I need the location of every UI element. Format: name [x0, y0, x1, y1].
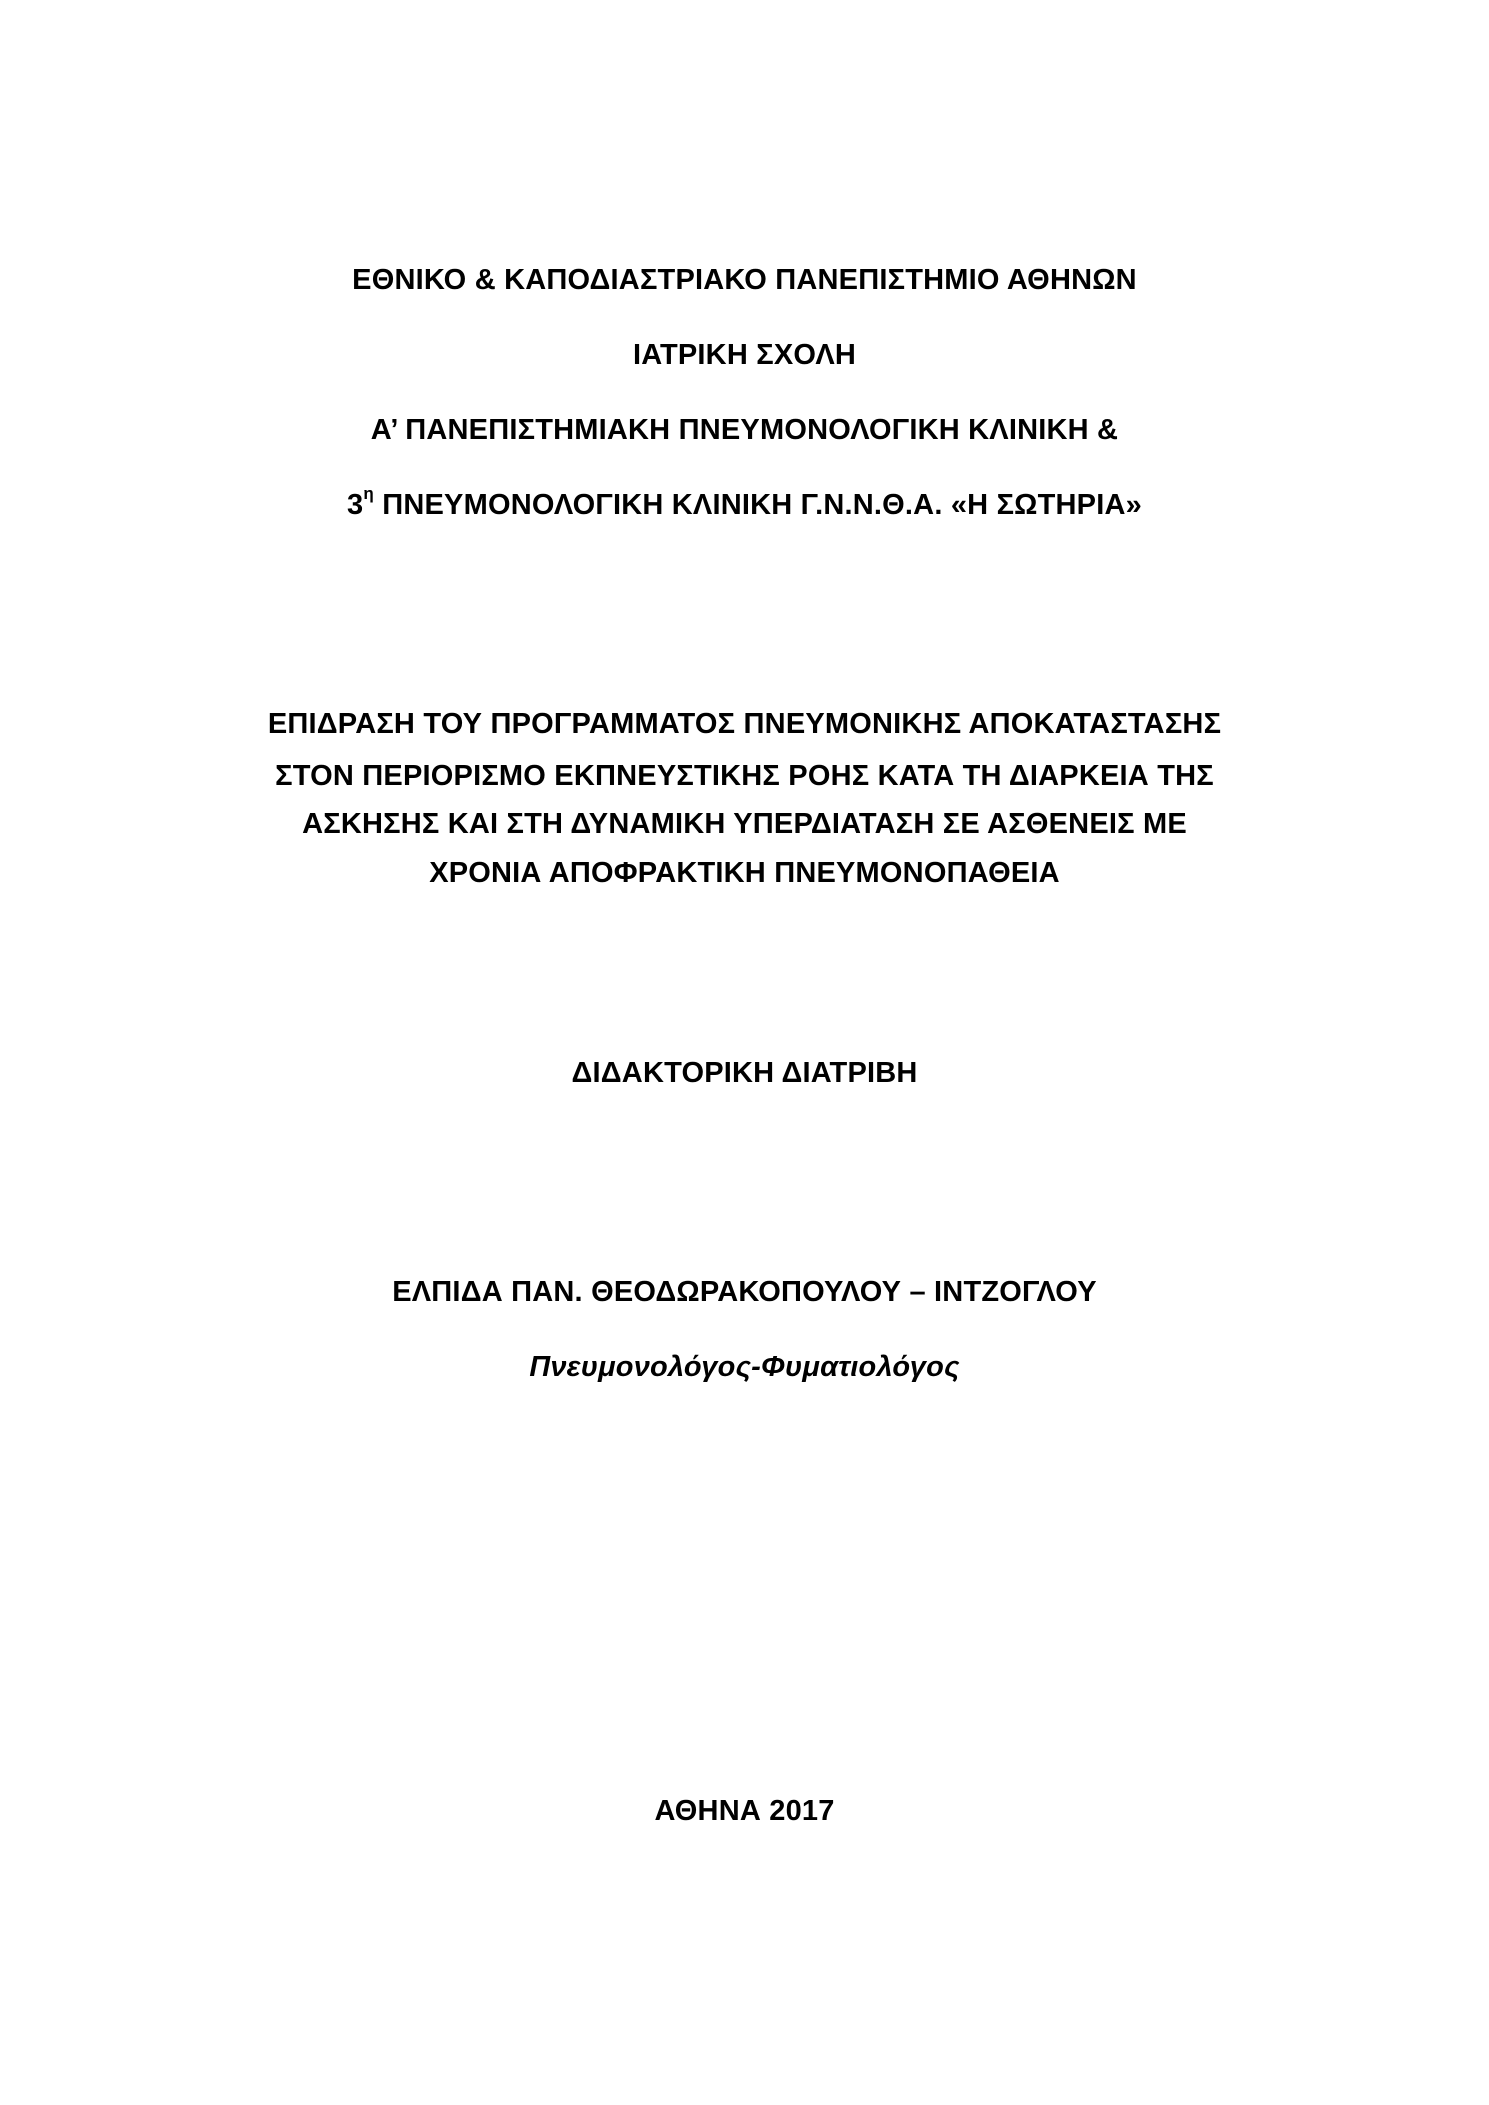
thesis-title-line: ΣΤΟΝ ΠΕΡΙΟΡΙΣΜΟ ΕΚΠΝΕΥΣΤΙΚΗΣ ΡΟΗΣ ΚΑΤΑ ΤΗ ΔΙΑΡΚΕΙΑ ΤΗΣ — [275, 760, 1214, 792]
thesis-title-line: ΧΡΟΝΙΑ ΑΠΟΦΡΑΚΤΙΚΗ ΠΝΕΥΜΟΝΟΠΑΘΕΙΑ — [429, 857, 1060, 889]
clinic-name-2-text: ΠΝΕΥΜΟΝΟΛΟΓΙΚΗ ΚΛΙΝΙΚΗ Γ.Ν.Ν.Θ.Α. «Η ΣΩΤΗΡΙΑ» — [373, 489, 1142, 521]
thesis-title-line: ΑΣΚΗΣΗΣ ΚΑΙ ΣΤΗ ΔΥΝΑΜΙΚΗ ΥΠΕΡΔΙΑΤΑΣΗ ΣΕ ΑΣΘΕΝΕΙΣ ΜΕ — [302, 808, 1187, 840]
author-specialty: Πνευμονολόγος-Φυματιολόγος — [529, 1351, 960, 1383]
clinic-ordinal-superscript: η — [363, 484, 374, 504]
thesis-title-line: ΕΠΙΔΡΑΣΗ ΤΟΥ ΠΡΟΓΡΑΜΜΑΤΟΣ ΠΝΕΥΜΟΝΙΚΗΣ ΑΠΟΚΑΤΑΣΤΑΣΗΣ — [267, 708, 1222, 740]
clinic-name-1: Α’ ΠΑΝΕΠΙΣΤΗΜΙΑΚΗ ΠΝΕΥΜΟΝΟΛΟΓΙΚΗ ΚΛΙΝΙΚΗ & — [370, 414, 1119, 446]
clinic-number: 3 — [347, 489, 364, 521]
document-type: ΔΙΔΑΚΤΟΡΙΚΗ ΔΙΑΤΡΙΒΗ — [571, 1057, 918, 1089]
city-year: ΑΘΗΝΑ 2017 — [654, 1795, 835, 1827]
school-name: ΙΑΤΡΙΚΗ ΣΧΟΛΗ — [632, 339, 857, 371]
university-name: ΕΘΝΙΚΟ & ΚΑΠΟΔΙΑΣΤΡΙΑΚΟ ΠΑΝΕΠΙΣΤΗΜΙΟ ΑΘΗΝΩΝ — [352, 264, 1137, 296]
author-name: ΕΛΠΙΔΑ ΠΑΝ. ΘΕΟΔΩΡΑΚΟΠΟΥΛΟΥ – ΙΝΤΖΟΓΛΟΥ — [392, 1276, 1097, 1308]
clinic-name-2 — [0, 484, 1489, 523]
